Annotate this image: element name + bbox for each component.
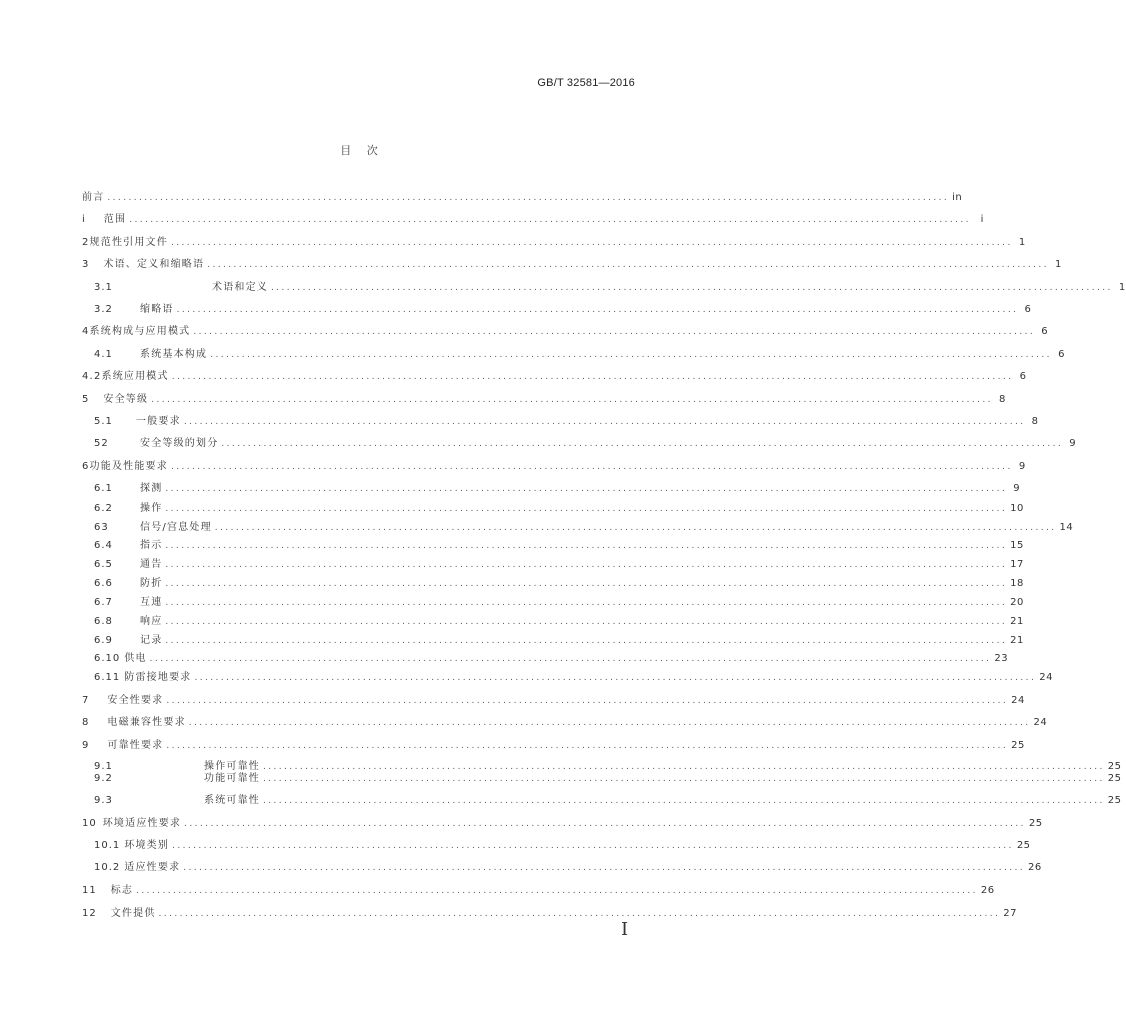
toc-entry-page: 8 [1031, 416, 1039, 427]
toc-entry-label: 记录 [140, 635, 163, 646]
toc-entry-number: 3 [82, 259, 90, 270]
dot-leader: ................................................................................................................................................................ [263, 774, 1105, 784]
toc-entry-page: 6 [1024, 304, 1032, 315]
toc-entry-number: i [82, 214, 86, 225]
toc-entry-number: 10.2 [94, 862, 121, 873]
toc-entry-label: 操作 [140, 503, 163, 514]
toc-entry-page: 1 [1018, 237, 1026, 248]
toc-entry-label: 前言 [82, 192, 105, 203]
toc-entry-number: 6.10 [94, 653, 121, 664]
toc-entry[interactable] [82, 633, 1024, 647]
toc-entry-page: 1 [1118, 282, 1126, 293]
toc-entry[interactable] [82, 906, 1018, 920]
toc-entry[interactable] [82, 595, 1024, 609]
toc-entry-page: 25 [1016, 840, 1031, 851]
toc-entry[interactable] [82, 369, 1027, 383]
toc-entry-label: 电磁兼容性要求 [107, 717, 186, 728]
toc-entry-number: 6.5 [94, 559, 113, 570]
toc-entry-label: 信号/宫息处理 [140, 522, 212, 533]
toc-entry-page: 14 [1059, 522, 1074, 533]
toc-entry-page: 23 [994, 653, 1009, 664]
toc-entry-number: 6.7 [94, 597, 113, 608]
toc-entry[interactable] [82, 614, 1024, 628]
toc-entry-number: 6.2 [94, 503, 113, 514]
toc-entry-page: 27 [1003, 908, 1018, 919]
toc-entry-page: 20 [1010, 597, 1024, 608]
toc-entry-label: 环境类别 [124, 840, 170, 851]
toc-entry-label: 环境适应性要求 [102, 818, 182, 829]
toc-entry-label: 6功能及性能要求 [82, 461, 168, 472]
dot-leader: ................................................................................................................................................................ [207, 260, 1049, 270]
toc-entry-number: 3.1 [94, 282, 113, 293]
toc-entry-page: 6 [1019, 371, 1027, 382]
toc-entry-number: 5.1 [94, 416, 113, 427]
dot-leader: ................................................................................................................................................................ [165, 541, 1008, 551]
toc-entry-number: 6.1 [94, 483, 113, 494]
toc-entry-number: 10.1 [94, 840, 121, 851]
toc-entry-label: 系统可靠性 [204, 795, 260, 806]
toc-entry-label: 术语和定义 [212, 282, 268, 293]
toc-entry-page: 25 [1107, 795, 1122, 806]
toc-entry-page: 17 [1010, 559, 1024, 570]
dot-leader: ................................................................................................................................................................ [263, 762, 1105, 772]
toc-entry-number: 9.2 [94, 773, 113, 784]
toc-entry[interactable] [82, 838, 1031, 852]
toc-entry-label: 缩略语 [140, 304, 174, 315]
toc-entry[interactable] [82, 324, 1049, 338]
toc-title: 目 次 [340, 144, 384, 157]
toc-entry-number: 3.2 [94, 304, 113, 315]
toc-entry-label: 指示 [140, 540, 163, 551]
dot-leader: ................................................................................................................................................................ [166, 741, 1009, 751]
dot-leader: ................................................................................................................................................................ [176, 305, 1019, 315]
dot-leader: ................................................................................................................................................................ [151, 395, 993, 405]
toc-entry-number: 10 [82, 818, 97, 829]
toc-entry-number: 9 [82, 740, 90, 751]
toc-entry-page: 21 [1010, 635, 1024, 646]
toc-entry[interactable] [82, 190, 963, 204]
toc-entry-label: 4.2系统应用模式 [82, 371, 169, 382]
toc-entry-label: 文件提供 [110, 908, 156, 919]
toc-entry-page: 18 [1010, 578, 1024, 589]
toc-entry-number: 8 [82, 717, 90, 728]
toc-entry[interactable] [82, 520, 1074, 534]
toc-entry[interactable] [82, 347, 1065, 361]
toc-entry-label: 供电 [124, 653, 147, 664]
toc-entry[interactable] [82, 257, 1062, 271]
toc-entry[interactable] [82, 459, 1026, 473]
dot-leader: ................................................................................................................................................................ [165, 560, 1008, 570]
toc-entry-page: 25 [1028, 818, 1043, 829]
dot-leader: ................................................................................................................................................................ [165, 636, 1008, 646]
toc-entry-label: 可靠性要求 [107, 740, 164, 751]
toc-entry-page: 25 [1107, 761, 1122, 772]
toc-entry[interactable] [82, 436, 1077, 450]
toc-entry-label: 响应 [140, 616, 163, 627]
dot-leader: ................................................................................................................................................................ [171, 372, 1014, 382]
dot-leader: ................................................................................................................................................................ [183, 417, 1026, 427]
toc-entry-number: 6.6 [94, 578, 113, 589]
toc-entry-page: 6 [1058, 349, 1065, 360]
toc-entry-number: 6.9 [94, 635, 113, 646]
toc-entry[interactable] [82, 771, 1122, 785]
toc-entry-number: 6.8 [94, 616, 113, 627]
dot-leader: ................................................................................................................................................................ [271, 283, 1113, 293]
toc-entry-page: 9 [1018, 461, 1026, 472]
dot-leader: ................................................................................................................................................................ [158, 909, 1001, 919]
toc-entry-label: 探测 [140, 483, 163, 494]
toc-entry-number: 4.1 [94, 349, 113, 360]
toc-entry-page: 9 [1013, 483, 1021, 494]
dot-leader: ................................................................................................................................................................ [194, 673, 1037, 683]
toc-entry[interactable] [82, 414, 1039, 428]
toc-entry-label: 适应性要求 [124, 862, 181, 873]
toc-entry-label: 系统基本构成 [140, 349, 208, 360]
toc-entry-number: 7 [82, 695, 90, 706]
toc-entry-number: 6.11 [94, 672, 121, 683]
toc-entry-page: 25 [1107, 773, 1122, 784]
toc-entry-label: 安全等级 [103, 394, 149, 405]
toc-entry[interactable] [82, 212, 984, 226]
toc-entry[interactable] [82, 793, 1122, 807]
toc-entry-page: 15 [1010, 540, 1024, 551]
toc-entry-number: 63 [94, 522, 109, 533]
toc-entry-page: 26 [980, 885, 995, 896]
toc-entry[interactable] [82, 883, 995, 897]
dot-leader: ................................................................................................................................................................ [170, 462, 1013, 472]
toc-entry-label: 功能可靠性 [204, 773, 260, 784]
toc-entry[interactable] [82, 715, 1048, 729]
toc-entry-number: 9.3 [94, 795, 113, 806]
dot-leader: ................................................................................................................................................................ [221, 439, 1064, 449]
toc-entry-label: 互連 [140, 597, 163, 608]
toc-entry[interactable] [82, 280, 1126, 294]
toc-entry[interactable] [82, 501, 1024, 515]
toc-entry[interactable] [82, 302, 1032, 316]
toc-entry[interactable] [82, 235, 1026, 249]
dot-leader: ................................................................................................................................................................ [183, 863, 1025, 873]
dot-leader: ................................................................................................................................................................ [149, 654, 992, 664]
toc-entry-number: 6.4 [94, 540, 113, 551]
toc-entry-page: 24 [1011, 695, 1025, 706]
toc-entry-label: 术语、定义和缩略语 [103, 259, 205, 270]
toc-entry-label: 安全性要求 [107, 695, 164, 706]
toc-entry-number: 11 [82, 885, 97, 896]
toc-entry[interactable] [82, 670, 1053, 684]
toc-entry-label: 通告 [140, 559, 163, 570]
toc-entry-page: 8 [999, 394, 1006, 405]
dot-leader: ................................................................................................................................................................ [214, 523, 1057, 533]
dot-leader: ................................................................................................................................................................ [129, 215, 971, 225]
toc-entry-number: 5 [82, 394, 90, 405]
toc-entry[interactable] [82, 651, 1009, 665]
toc-entry-number: 9.1 [94, 761, 113, 772]
dot-leader: ................................................................................................................................................................ [193, 327, 1036, 337]
dot-leader: ................................................................................................................................................................ [165, 598, 1008, 608]
dot-leader: ................................................................................................................................................................ [136, 886, 978, 896]
dot-leader: ................................................................................................................................................................ [165, 504, 1008, 514]
toc-entry-page: 6 [1041, 326, 1049, 337]
toc-entry-number: 52 [94, 438, 109, 449]
toc-entry-page: in [952, 192, 963, 203]
toc-entry-label: 防雷接地要求 [124, 672, 192, 683]
dot-leader: ................................................................................................................................................................ [188, 718, 1031, 728]
toc-entry-page: 10 [1010, 503, 1024, 514]
toc-entry-page: 21 [1010, 616, 1024, 627]
toc-entry[interactable] [82, 860, 1042, 874]
dot-leader: ................................................................................................................................................................ [184, 819, 1026, 829]
toc-entry[interactable] [82, 738, 1025, 752]
dot-leader: ................................................................................................................................................................ [210, 350, 1052, 360]
toc-entry[interactable] [82, 538, 1024, 552]
toc-entry-page: 1 [1055, 259, 1062, 270]
dot-leader: ................................................................................................................................................................ [165, 484, 1008, 494]
dot-leader: ................................................................................................................................................................ [170, 238, 1013, 248]
toc-entry[interactable] [82, 481, 1021, 495]
standard-code: GB/T 32581—2016 [537, 77, 635, 89]
toc-entry-label: 范围 [103, 214, 127, 225]
toc-entry[interactable] [82, 576, 1024, 590]
page-number: I [621, 919, 629, 940]
toc-entry-page: i [980, 214, 984, 225]
toc-entry-page: 24 [1039, 672, 1053, 683]
dot-leader: ................................................................................................................................................................ [166, 696, 1009, 706]
toc-entry[interactable] [82, 392, 1006, 406]
toc-entry-label: 安全等级的划分 [140, 438, 219, 449]
toc-entry-page: 25 [1011, 740, 1025, 751]
toc-entry-label: 操作可靠性 [204, 761, 260, 772]
toc-entry-page: 9 [1069, 438, 1077, 449]
toc-entry[interactable] [82, 693, 1025, 707]
toc-entry-page: 24 [1033, 717, 1048, 728]
toc-entry-page: 26 [1028, 862, 1042, 873]
toc-entry-number: 12 [82, 908, 97, 919]
dot-leader: ................................................................................................................................................................ [107, 193, 950, 203]
toc-entry[interactable] [82, 816, 1043, 830]
toc-entry-label: 一般要求 [136, 416, 181, 427]
toc-entry[interactable] [82, 557, 1024, 571]
toc-entry-label: 标志 [110, 885, 134, 896]
toc-entry-label: 防折 [140, 578, 163, 589]
toc-entry-label: 2规范性引用文件 [82, 237, 168, 248]
dot-leader: ................................................................................................................................................................ [263, 796, 1105, 806]
toc-entry-label: 4系统构成与应用模式 [82, 326, 191, 337]
dot-leader: ................................................................................................................................................................ [172, 841, 1014, 851]
dot-leader: ................................................................................................................................................................ [165, 579, 1008, 589]
dot-leader: ................................................................................................................................................................ [165, 617, 1008, 627]
